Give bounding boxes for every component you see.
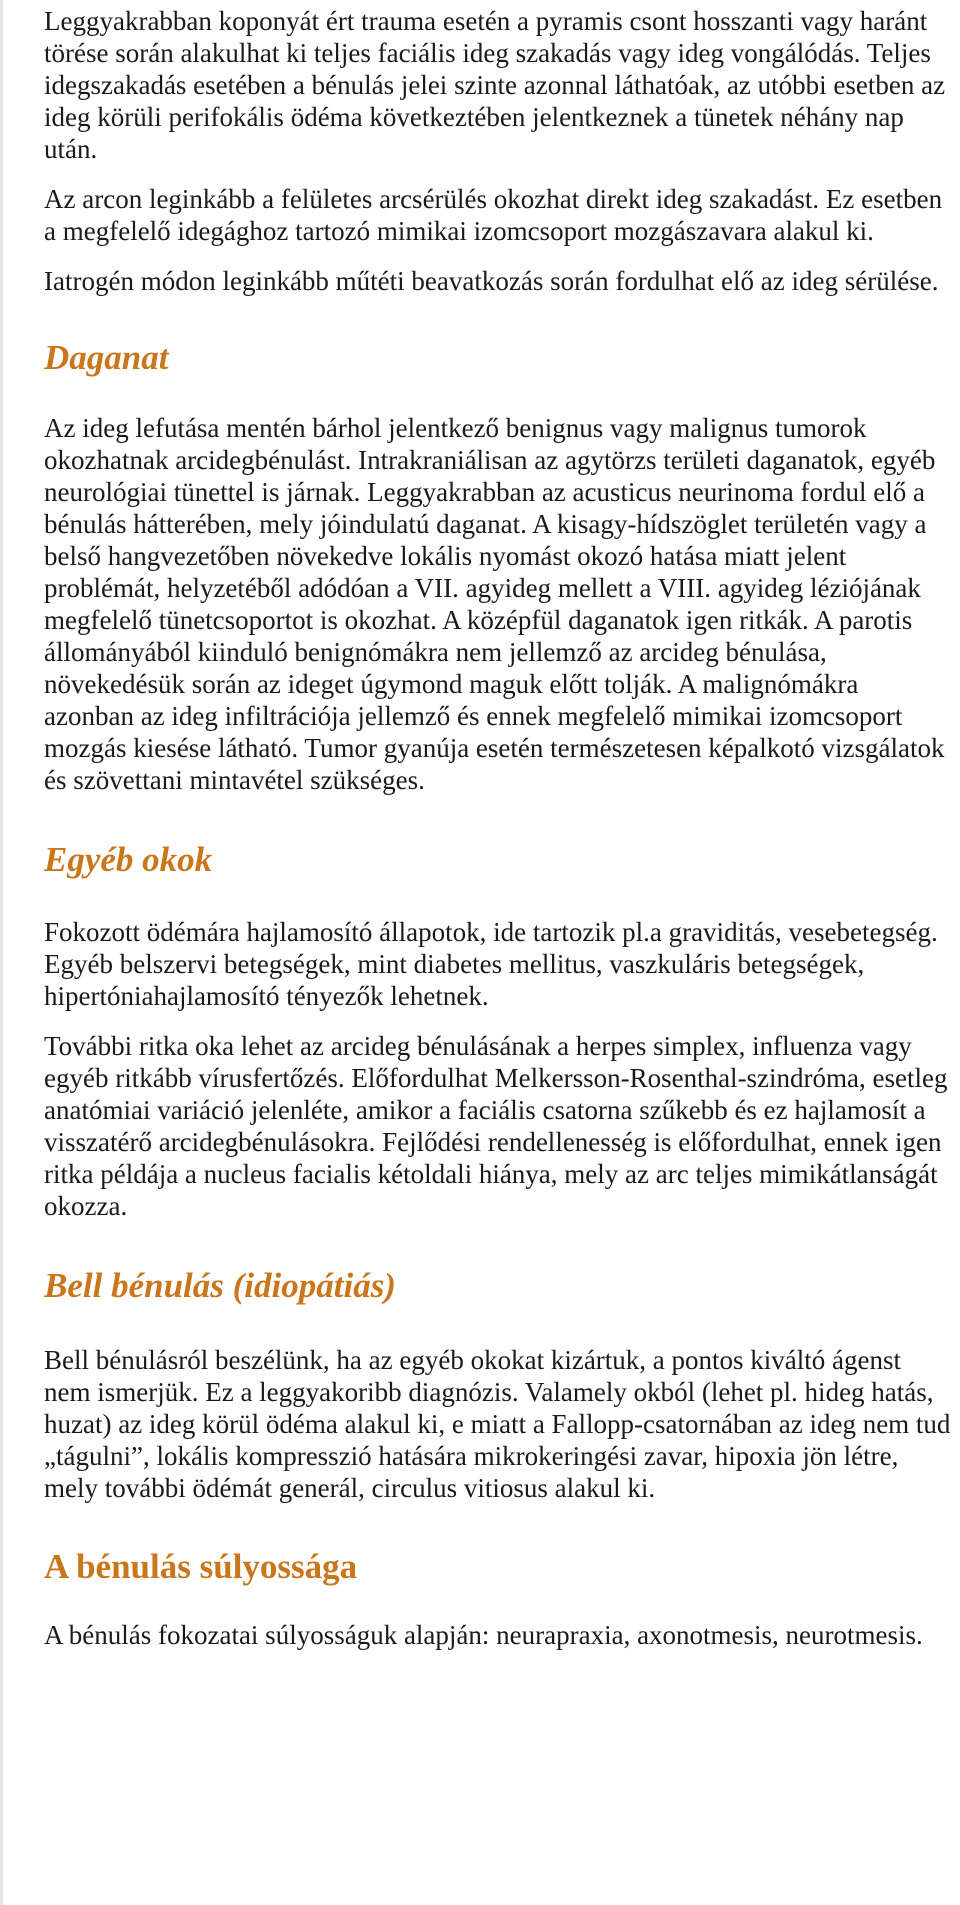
article-body <box>44 5 952 1669</box>
daganat-paragraph-1: Az ideg lefutása mentén bárhol jelentkező benignus vagy malignus tumorok okozhatnak arcidegbénulást. Intrakraniálisan az agytörzs területi daganatok, egyéb neurológiai tünettel is járnak. Leggyakrabban az acusticus neurinoma fordul elő a bénulás hátterében, mely jóindulatú daganat. A kisagy-hídszöglet területén vagy a belső hangvezetőben növekedve lokális nyomást okozó hatása miatt jelent problémát, helyzetéből adódóan a VII. agyideg mellett a VIII. agyideg léziójának megfelelő tünetcsoportot is okozhat. A középfül daganatok igen ritkák. A parotis állományából kiinduló benignómákra nem jellemző az arcideg bénulása, növekedésük során az ideget úgymond maguk előtt tolják. A malignómákra azonban az ideg infiltrációja jellemző és ennek megfelelő mimikai izomcsoport mozgás kiesése látható. Tumor gyanúja esetén természetesen képalkotó vizsgálatok és szövettani mintavétel szükséges. <box>44 413 945 795</box>
egyeb-okok-paragraph-2: További ritka oka lehet az arcideg bénulásának a herpes simplex, influenza vagy egyéb ritkább vírusfertőzés. Előfordulhat Melkersson-Rosenthal-szindróma, esetleg anatómiai variáció jelenléte, amikor a faciális csatorna szűkebb és ez hajlamosít a visszatérő arcidegbénulásokra. Fejlődési rendellenesség is előfordulhat, ennek igen ritka példája a nucleus facialis kétoldali hiánya, mely az arc teljes mimikátlanságát okozza. <box>44 1031 948 1221</box>
trauma-paragraph-2: Az arcon leginkább a felületes arcsérülés okozhat direkt ideg szakadást. Ez esetben a megfelelő idegághoz tartozó mimikai izomcsoport mozgászavara alakul ki. <box>44 184 943 246</box>
sulyossag-paragraph-1: A bénulás fokozatai súlyosságuk alapján: neurapraxia, axonotmesis, neurotmesis. <box>44 1620 923 1650</box>
heading-egyeb-okok: Egyéb okok <box>44 840 213 879</box>
left-border <box>0 0 3 1905</box>
trauma-paragraph-3: Iatrogén módon leginkább műtéti beavatkozás során fordulhat elő az ideg sérülése. <box>44 266 939 296</box>
trauma-paragraph-1: Leggyakrabban koponyát ért trauma esetén a pyramis csont hosszanti vagy haránt törése során alakulhat ki teljes faciális ideg szakadás vagy ideg vongálódás. Teljes idegszakadás esetében a bénulás jelei szinte azonnal láthatóak, az utóbbi esetben az ideg körüli perifokális ödéma következtében jelentkeznek a tünetek néhány nap után. <box>44 6 946 164</box>
egyeb-okok-paragraph-1: Fokozott ödémára hajlamosító állapotok, ide tartozik pl.a graviditás, vesebetegség. Egyéb belszervi betegségek, mint diabetes mellitus, vaszkuláris betegségek, hipertóniahajlamosító tényezők lehetnek. <box>44 917 938 1011</box>
bell-paragraph-1: Bell bénulásról beszélünk, ha az egyéb okokat kizártuk, a pontos kiváltó ágenst nem ismerjük. Ez a leggyakoribb diagnózis. Valamely okból (lehet pl. hideg hatás, huzat) az ideg körül ödéma alakul ki, e miatt a Fallopp-csatornában az ideg nem tud „tágulni”, lokális kompresszió hatására mikrokeringési zavar, hipoxia jön létre, mely további ödémát generál, circulus vitiosus alakul ki. <box>44 1345 951 1503</box>
heading-bell-benulas: Bell bénulás (idiopátiás) <box>44 1266 396 1305</box>
heading-daganat: Daganat <box>44 338 169 377</box>
heading-benulas-sulyossaga: A bénulás súlyossága <box>44 1547 358 1586</box>
